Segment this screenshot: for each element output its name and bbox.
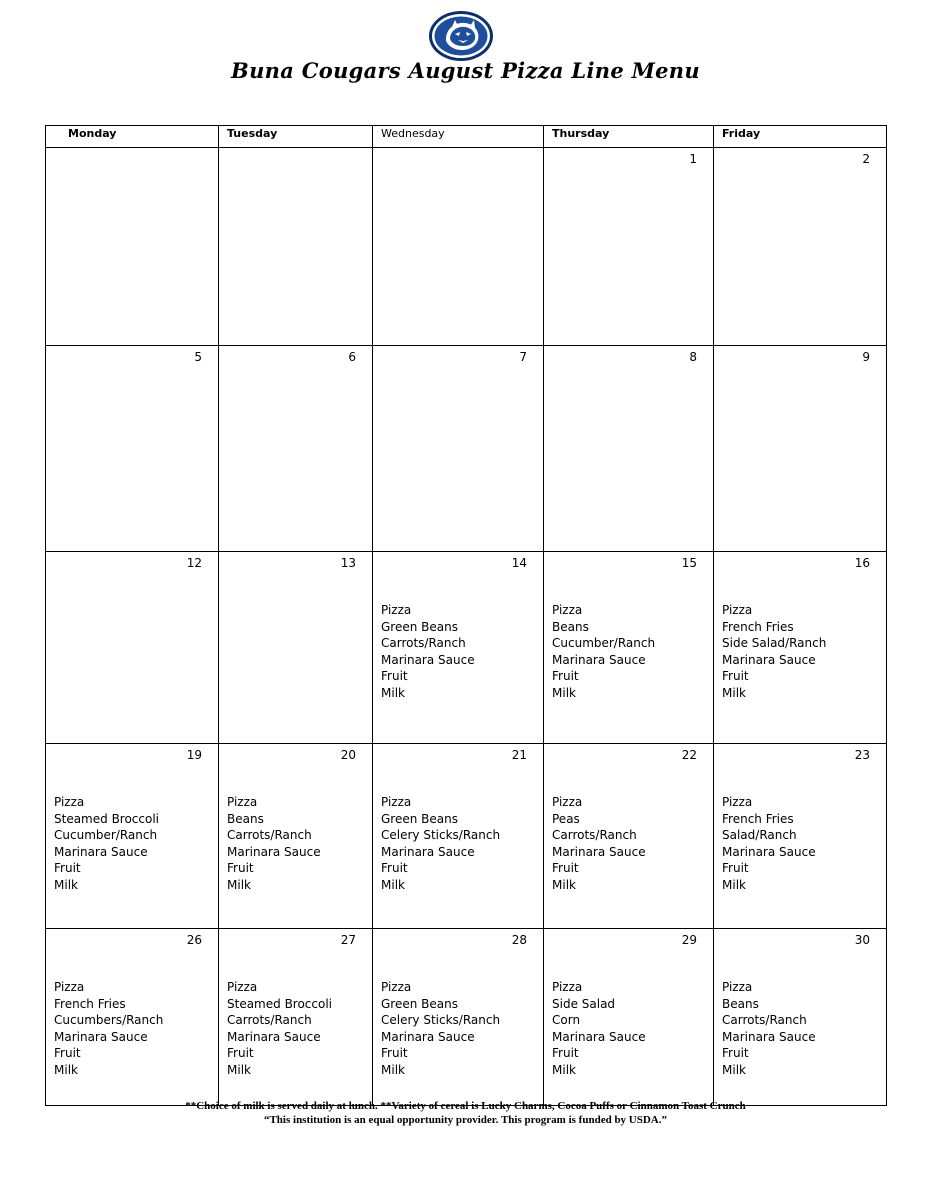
menu-item: Carrots/Ranch: [552, 828, 637, 843]
menu-items-list: [381, 602, 475, 702]
day-cell-thursday: [544, 929, 714, 1106]
menu-item: Marinara Sauce: [381, 652, 475, 667]
day-header-wednesday: Wednesday: [373, 126, 544, 148]
menu-item: Side Salad/Ranch: [722, 636, 827, 651]
menu-item: Marinara Sauce: [227, 844, 321, 859]
day-cell-friday: [714, 744, 887, 929]
menu-item: Beans: [552, 619, 589, 634]
week-row: [46, 929, 887, 1106]
day-number: 26: [186, 933, 202, 947]
day-cell-friday: [714, 148, 887, 346]
menu-item: Carrots/Ranch: [227, 828, 312, 843]
menu-items-list: [722, 602, 826, 702]
menu-item: Pizza: [381, 980, 412, 994]
menu-item: Pizza: [54, 980, 85, 994]
menu-item: Marinara Sauce: [381, 1029, 475, 1044]
day-cell-monday: [46, 148, 219, 346]
day-header-thursday: Thursday: [544, 126, 714, 148]
menu-items-list: [227, 794, 321, 894]
menu-item: Fruit: [552, 1046, 579, 1061]
menu-item: Fruit: [722, 861, 749, 876]
menu-item: Beans: [227, 811, 264, 826]
menu-item: Pizza: [381, 603, 412, 617]
menu-item: Celery Sticks/Ranch: [381, 1013, 501, 1028]
day-number: 7: [519, 350, 527, 364]
day-number: 29: [681, 933, 697, 947]
day-cell-thursday: [544, 148, 714, 346]
menu-item: Milk: [552, 1062, 576, 1077]
day-number: 28: [511, 933, 527, 947]
menu-item: Milk: [722, 685, 746, 700]
menu-item: Fruit: [552, 669, 579, 684]
menu-item: Fruit: [722, 669, 749, 684]
day-number: 6: [348, 350, 356, 364]
day-cell-wednesday: [373, 346, 544, 552]
day-cell-tuesday: [219, 346, 373, 552]
day-number: 21: [511, 748, 527, 762]
day-cell-tuesday: [219, 744, 373, 929]
menu-item: Green Beans: [381, 811, 458, 826]
menu-item: Pizza: [227, 795, 258, 809]
day-number: 27: [340, 933, 356, 947]
menu-item: Side Salad: [552, 996, 616, 1011]
menu-item: Marinara Sauce: [227, 1029, 321, 1044]
day-number: 16: [854, 556, 870, 570]
day-number: 12: [186, 556, 202, 570]
menu-item: Fruit: [381, 861, 408, 876]
menu-item: French Fries: [54, 996, 126, 1011]
menu-item: Milk: [552, 877, 576, 892]
day-number: 22: [681, 748, 697, 762]
menu-item: Marinara Sauce: [722, 1029, 816, 1044]
day-number: 13: [340, 556, 356, 570]
day-number: 5: [194, 350, 202, 364]
menu-item: Carrots/Ranch: [227, 1013, 312, 1028]
menu-items-list: [227, 979, 332, 1079]
day-cell-wednesday: [373, 148, 544, 346]
page-title: Buna Cougars August Pizza Line Menu: [231, 58, 700, 83]
menu-item: Pizza: [722, 603, 753, 617]
day-cell-wednesday: [373, 929, 544, 1106]
day-number: 1: [689, 152, 697, 166]
menu-item: Milk: [54, 877, 78, 892]
menu-item: Green Beans: [381, 619, 458, 634]
day-cell-tuesday: [219, 148, 373, 346]
day-number: 9: [862, 350, 870, 364]
menu-item: Marinara Sauce: [552, 652, 646, 667]
menu-item: Fruit: [54, 1046, 81, 1061]
menu-item: Milk: [552, 685, 576, 700]
menu-item: Fruit: [227, 861, 254, 876]
weekday-header-row: [46, 126, 887, 148]
menu-item: Corn: [552, 1013, 581, 1028]
day-cell-wednesday: [373, 552, 544, 744]
day-number: 8: [689, 350, 697, 364]
menu-item: Cucumbers/Ranch: [54, 1013, 164, 1028]
menu-item: Salad/Ranch: [722, 828, 797, 843]
menu-item: Fruit: [54, 861, 81, 876]
day-number: 14: [511, 556, 527, 570]
menu-item: Celery Sticks/Ranch: [381, 828, 501, 843]
day-header-friday: Friday: [714, 126, 887, 148]
day-cell-thursday: [544, 346, 714, 552]
menu-item: Marinara Sauce: [54, 844, 148, 859]
day-number: 2: [862, 152, 870, 166]
menu-item: Peas: [552, 811, 580, 826]
menu-items-list: [381, 794, 500, 894]
day-cell-tuesday: [219, 929, 373, 1106]
day-header-monday: Monday: [46, 126, 219, 148]
menu-item: Fruit: [552, 861, 579, 876]
week-row: [46, 148, 887, 346]
menu-item: Steamed Broccoli: [227, 996, 333, 1011]
day-cell-tuesday: [219, 552, 373, 744]
menu-item: Pizza: [381, 795, 412, 809]
menu-items-list: [722, 794, 816, 894]
menu-items-list: [54, 794, 159, 894]
day-number: 19: [186, 748, 202, 762]
menu-item: Beans: [722, 996, 759, 1011]
menu-items-list: [722, 979, 816, 1079]
day-number: 20: [340, 748, 356, 762]
day-cell-monday: [46, 346, 219, 552]
menu-item: Pizza: [722, 980, 753, 994]
menu-item: Milk: [722, 1062, 746, 1077]
menu-item: Pizza: [54, 795, 85, 809]
footer-usda-statement: “This institution is an equal opportunity provider. This program is funded by USDA.”: [263, 1114, 668, 1126]
menu-item: Fruit: [381, 669, 408, 684]
day-cell-thursday: [544, 552, 714, 744]
cougar-logo-icon: [428, 10, 494, 62]
day-cell-friday: [714, 346, 887, 552]
menu-item: Milk: [722, 877, 746, 892]
menu-item: Cucumber/Ranch: [552, 636, 656, 651]
footer-milk-cereal-note: **Choice of milk is served daily at lunch. **Variety of cereal is Lucky Charms, Cocoa Puffs or Cinnamon Toast Crunch: [185, 1100, 746, 1112]
menu-item: Carrots/Ranch: [722, 1013, 807, 1028]
menu-item: Milk: [54, 1062, 78, 1077]
menu-item: Steamed Broccoli: [54, 811, 160, 826]
menu-items-list: [54, 979, 163, 1079]
day-cell-monday: [46, 929, 219, 1106]
menu-items-list: [381, 979, 500, 1079]
day-number: 30: [854, 933, 870, 947]
menu-calendar: [45, 125, 887, 1106]
menu-items-list: [552, 602, 655, 702]
menu-item: Milk: [381, 877, 405, 892]
day-header-tuesday: Tuesday: [219, 126, 373, 148]
week-row: [46, 744, 887, 929]
menu-item: Cucumber/Ranch: [54, 828, 158, 843]
menu-item: Marinara Sauce: [722, 652, 816, 667]
menu-item: Milk: [381, 1062, 405, 1077]
week-row: [46, 552, 887, 744]
day-number: 23: [854, 748, 870, 762]
menu-item: Milk: [227, 1062, 251, 1077]
day-cell-friday: [714, 929, 887, 1106]
menu-items-list: [552, 794, 646, 894]
menu-item: Pizza: [552, 603, 583, 617]
menu-item: Pizza: [552, 795, 583, 809]
day-cell-friday: [714, 552, 887, 744]
menu-item: Marinara Sauce: [54, 1029, 148, 1044]
day-cell-wednesday: [373, 744, 544, 929]
menu-item: Marinara Sauce: [722, 844, 816, 859]
menu-item: Pizza: [552, 980, 583, 994]
menu-item: Milk: [227, 877, 251, 892]
day-number: 15: [681, 556, 697, 570]
menu-item: French Fries: [722, 811, 794, 826]
menu-item: Pizza: [722, 795, 753, 809]
week-row: [46, 346, 887, 552]
menu-item: Carrots/Ranch: [381, 636, 466, 651]
menu-item: Pizza: [227, 980, 258, 994]
menu-item: Fruit: [722, 1046, 749, 1061]
menu-item: Marinara Sauce: [552, 844, 646, 859]
menu-item: French Fries: [722, 619, 794, 634]
menu-item: Milk: [381, 685, 405, 700]
menu-item: Green Beans: [381, 996, 458, 1011]
day-cell-monday: [46, 552, 219, 744]
day-cell-thursday: [544, 744, 714, 929]
menu-items-list: [552, 979, 646, 1079]
menu-item: Fruit: [227, 1046, 254, 1061]
day-cell-monday: [46, 744, 219, 929]
menu-item: Marinara Sauce: [381, 844, 475, 859]
menu-item: Marinara Sauce: [552, 1029, 646, 1044]
menu-item: Fruit: [381, 1046, 408, 1061]
